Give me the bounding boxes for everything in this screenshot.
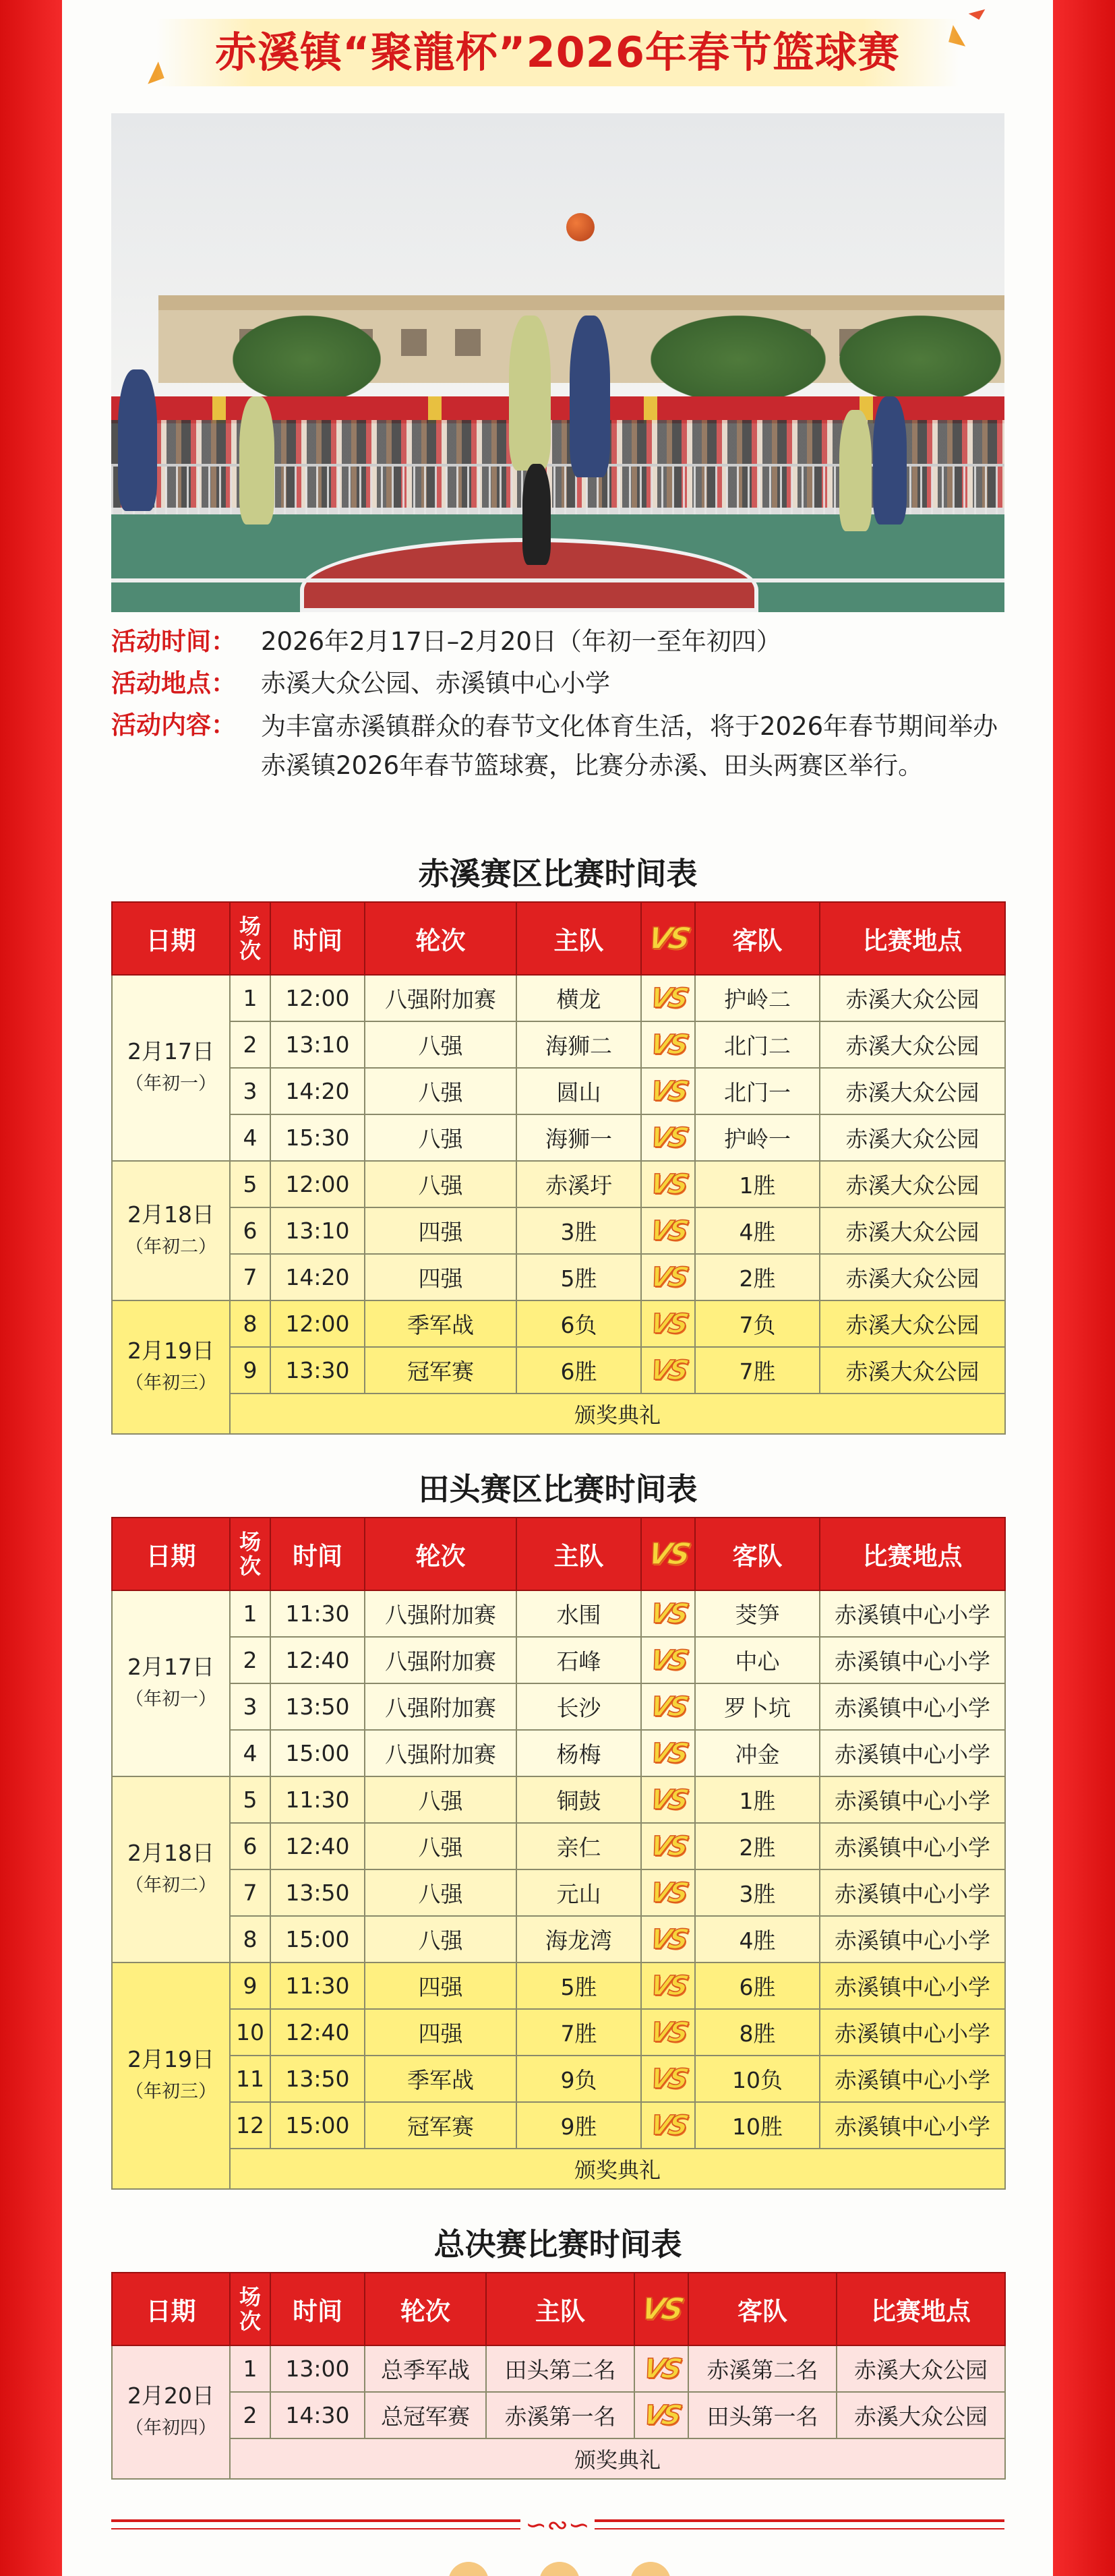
vs-icon: VS [647, 1029, 689, 1060]
header-venue: 比赛地点 [837, 2273, 1005, 2345]
table-row [112, 1300, 1005, 1347]
cell-home: 9胜 [516, 2102, 641, 2149]
cell-home: 5胜 [516, 1254, 641, 1300]
vs-cell [641, 1021, 695, 1068]
cell-venue: 赤溪大众公园 [820, 1254, 1005, 1300]
cell-home: 水围 [516, 1590, 641, 1637]
cell-away: 1胜 [695, 1161, 820, 1207]
cell-venue: 赤溪镇中心小学 [820, 1637, 1005, 1683]
cell-round: 八强 [365, 1823, 516, 1869]
cell-venue: 赤溪大众公园 [820, 1021, 1005, 1068]
header-game-no: 场次 [230, 2273, 270, 2345]
vs-cell [641, 1254, 695, 1300]
lunar-date-label: （年初二） [125, 1875, 216, 1896]
vs-icon: VS [647, 1075, 689, 1107]
vs-icon: VS [647, 1168, 689, 1200]
cell-venue: 赤溪大众公园 [820, 1161, 1005, 1207]
tiantou-schedule-title: 田头赛区比赛时间表 [418, 1471, 698, 1507]
header-date: 日期 [112, 1518, 230, 1590]
cell-no: 12 [230, 2102, 270, 2149]
cell-time: 14:20 [270, 1254, 365, 1300]
info-time: 活动时间： 2026年2月17日–2月20日（年初一至年初四） [111, 627, 781, 656]
cell-home: 元山 [516, 1869, 641, 1916]
basketball-jump-ball-photo [111, 113, 1004, 612]
cell-home: 石峰 [516, 1637, 641, 1683]
cell-away: 2胜 [695, 1254, 820, 1300]
triangle-decoration-icon [969, 3, 986, 20]
table-row [112, 1823, 1005, 1869]
header-venue: 比赛地点 [820, 1518, 1005, 1590]
table-header-row [112, 902, 1005, 975]
cell-venue: 赤溪镇中心小学 [820, 1963, 1005, 2009]
lunar-date-label: （年初三） [125, 1373, 216, 1394]
table-row [112, 1114, 1005, 1161]
cell-home: 海狮一 [516, 1114, 641, 1161]
cell-away: 4胜 [695, 1207, 820, 1254]
table-row [112, 1730, 1005, 1776]
cell-round: 八强附加赛 [365, 1590, 516, 1637]
cell-home: 赤溪圩 [516, 1161, 641, 1207]
vs-cell [641, 1300, 695, 1347]
cell-round: 四强 [365, 1254, 516, 1300]
vs-cell [641, 1869, 695, 1916]
vs-cell [634, 2345, 688, 2392]
cell-venue: 赤溪镇中心小学 [820, 1776, 1005, 1823]
award-ceremony-cell: 颁奖典礼 [230, 1394, 1005, 1434]
cell-round: 八强 [365, 1068, 516, 1114]
date-label: 2月17日 [127, 1038, 214, 1065]
cell-away: 北门二 [695, 1021, 820, 1068]
cell-no: 10 [230, 2009, 270, 2056]
cell-venue: 赤溪大众公园 [820, 975, 1005, 1021]
cell-venue: 赤溪大众公园 [837, 2345, 1005, 2392]
cell-time: 12:40 [270, 1637, 365, 1683]
cell-time: 14:30 [270, 2392, 365, 2438]
header-home: 主队 [486, 2273, 634, 2345]
date-label: 2月18日 [127, 1201, 214, 1228]
vs-icon: VS [640, 2353, 682, 2385]
header-vs [641, 1518, 695, 1590]
award-row [112, 1394, 1005, 1434]
cell-no: 4 [230, 1114, 270, 1161]
cell-away: 1胜 [695, 1776, 820, 1823]
vs-icon: VS [647, 1923, 689, 1955]
cell-home: 横龙 [516, 975, 641, 1021]
vs-cell [641, 1637, 695, 1683]
cell-venue: 赤溪大众公园 [820, 1114, 1005, 1161]
table-header-row [112, 2273, 1005, 2345]
cell-home: 亲仁 [516, 1823, 641, 1869]
vs-icon: VS [647, 1598, 689, 1629]
cell-time: 12:40 [270, 2009, 365, 2056]
vs-cell [641, 2102, 695, 2149]
date-cell [112, 1776, 230, 1963]
scroll-ornament-icon: ∽∾∽ [520, 2511, 595, 2538]
vs-icon: VS [647, 1691, 689, 1723]
cell-away: 3胜 [695, 1869, 820, 1916]
cell-venue: 赤溪大众公园 [820, 1068, 1005, 1114]
table-row [112, 1683, 1005, 1730]
cell-round: 四强 [365, 1207, 516, 1254]
header-away: 客队 [688, 2273, 837, 2345]
cell-time: 15:00 [270, 1916, 365, 1963]
table-row [112, 2345, 1005, 2392]
cell-round: 八强 [365, 1916, 516, 1963]
cell-no: 5 [230, 1161, 270, 1207]
table-row [112, 2056, 1005, 2102]
cell-no: 8 [230, 1916, 270, 1963]
cell-time: 13:00 [270, 2345, 365, 2392]
cell-round: 四强 [365, 1963, 516, 2009]
cell-away: 4胜 [695, 1916, 820, 1963]
cell-round: 总季军战 [365, 2345, 486, 2392]
cell-round: 八强附加赛 [365, 1637, 516, 1683]
left-red-border [0, 0, 62, 2576]
page-title: 赤溪镇“聚龍杯”2026年春节篮球赛 [156, 19, 959, 86]
cell-away: 2胜 [695, 1823, 820, 1869]
chixi-schedule-table [111, 901, 1006, 1435]
cell-no: 8 [230, 1300, 270, 1347]
date-label: 2月19日 [127, 2046, 214, 2072]
lunar-date-label: （年初四） [125, 2418, 216, 2438]
table-row [112, 1347, 1005, 1394]
cell-no: 7 [230, 1869, 270, 1916]
vs-cell [641, 2009, 695, 2056]
right-red-border [1053, 0, 1115, 2576]
cell-no: 2 [230, 1637, 270, 1683]
date-label: 2月20日 [127, 2383, 214, 2409]
header-game-no: 场次 [230, 1518, 270, 1590]
vs-cell [641, 1347, 695, 1394]
cell-home: 6负 [516, 1300, 641, 1347]
lunar-date-label: （年初一） [125, 1073, 216, 1094]
header-time: 时间 [270, 902, 365, 975]
cell-away: 中心 [695, 1637, 820, 1683]
cell-no: 6 [230, 1207, 270, 1254]
cell-time: 13:10 [270, 1207, 365, 1254]
table-row [112, 1207, 1005, 1254]
vs-cell [641, 1207, 695, 1254]
cell-no: 9 [230, 1347, 270, 1394]
cell-away: 7胜 [695, 1347, 820, 1394]
cell-away: 10胜 [695, 2102, 820, 2149]
vs-cell [641, 1823, 695, 1869]
cell-away: 北门一 [695, 1068, 820, 1114]
cell-home: 海狮二 [516, 1021, 641, 1068]
cell-no: 11 [230, 2056, 270, 2102]
table-row [112, 2102, 1005, 2149]
header-home: 主队 [516, 902, 641, 975]
cell-home: 9负 [516, 2056, 641, 2102]
cell-round: 冠军赛 [365, 1347, 516, 1394]
cell-round: 总冠军赛 [365, 2392, 486, 2438]
banner [0, 0, 1115, 101]
vs-icon: VS [647, 1215, 689, 1247]
cell-time: 12:00 [270, 1300, 365, 1347]
cell-home: 杨梅 [516, 1730, 641, 1776]
cell-venue: 赤溪镇中心小学 [820, 1730, 1005, 1776]
header-round: 轮次 [365, 1518, 516, 1590]
vs-icon: VS [647, 1308, 689, 1340]
cell-home: 赤溪第一名 [486, 2392, 634, 2438]
date-cell [112, 1161, 230, 1300]
cell-time: 15:00 [270, 1730, 365, 1776]
cell-no: 4 [230, 1730, 270, 1776]
vs-cell [641, 1068, 695, 1114]
vs-cell [641, 1916, 695, 1963]
tiantou-schedule-table [111, 1517, 1006, 2190]
cell-away: 赤溪第二名 [688, 2345, 837, 2392]
cell-home: 圆山 [516, 1068, 641, 1114]
vs-icon: VS [647, 1784, 689, 1816]
cell-time: 15:00 [270, 2102, 365, 2149]
header-home: 主队 [516, 1518, 641, 1590]
cell-no: 1 [230, 1590, 270, 1637]
header-time: 时间 [270, 1518, 365, 1590]
cell-no: 5 [230, 1776, 270, 1823]
header-time: 时间 [270, 2273, 365, 2345]
table-row [112, 1869, 1005, 1916]
table-row [112, 1590, 1005, 1637]
header-vs [634, 2273, 688, 2345]
vs-icon: VS [647, 1877, 689, 1909]
date-cell [112, 1300, 230, 1434]
lunar-date-label: （年初二） [125, 1236, 216, 1257]
final-schedule-table [111, 2272, 1006, 2480]
cell-round: 四强 [365, 2009, 516, 2056]
cell-round: 八强 [365, 1021, 516, 1068]
cell-time: 15:30 [270, 1114, 365, 1161]
vs-icon: VS [647, 1354, 689, 1386]
vs-icon: VS [647, 1830, 689, 1862]
cell-time: 13:30 [270, 1347, 365, 1394]
vs-icon: VS [644, 921, 692, 956]
cell-venue: 赤溪镇中心小学 [820, 1823, 1005, 1869]
cell-venue: 赤溪镇中心小学 [820, 1590, 1005, 1637]
info-content: 活动内容： 为丰富赤溪镇群众的春节文化体育生活，将于2026年春节期间举办赤溪镇2026年春节篮球赛，比赛分赤溪、田头两赛区举行。 [111, 711, 998, 780]
cell-away: 罗卜坑 [695, 1683, 820, 1730]
chixi-schedule-title: 赤溪赛区比赛时间表 [418, 856, 698, 892]
cell-time: 12:00 [270, 975, 365, 1021]
vs-cell [641, 1590, 695, 1637]
cell-time: 12:00 [270, 1161, 365, 1207]
event-info [111, 624, 1004, 799]
table-row [112, 2009, 1005, 2056]
cell-home: 田头第二名 [486, 2345, 634, 2392]
award-ceremony-cell: 颁奖典礼 [230, 2149, 1005, 2189]
vs-cell [641, 1114, 695, 1161]
cell-venue: 赤溪镇中心小学 [820, 2102, 1005, 2149]
date-label: 2月18日 [127, 1840, 214, 1866]
cell-round: 八强 [365, 1869, 516, 1916]
vs-cell [641, 1683, 695, 1730]
vs-icon: VS [647, 2063, 689, 2095]
cell-venue: 赤溪镇中心小学 [820, 1916, 1005, 1963]
lunar-date-label: （年初三） [125, 2081, 216, 2102]
date-cell [112, 2345, 230, 2479]
vs-icon: VS [647, 982, 689, 1014]
cell-time: 13:10 [270, 1021, 365, 1068]
table-row [112, 1021, 1005, 1068]
cell-round: 八强 [365, 1776, 516, 1823]
cell-home: 7胜 [516, 2009, 641, 2056]
vs-icon: VS [647, 2109, 689, 2141]
cell-home: 海龙湾 [516, 1916, 641, 1963]
cell-venue: 赤溪大众公园 [820, 1207, 1005, 1254]
table-row [112, 1068, 1005, 1114]
cell-away: 田头第一名 [688, 2392, 837, 2438]
header-date: 日期 [112, 2273, 230, 2345]
vs-icon: VS [644, 1536, 692, 1571]
cell-away: 冲金 [695, 1730, 820, 1776]
cell-time: 13:50 [270, 1869, 365, 1916]
vs-icon: VS [647, 2016, 689, 2048]
vs-icon: VS [647, 1122, 689, 1154]
cell-round: 八强 [365, 1161, 516, 1207]
cell-round: 八强附加赛 [365, 1730, 516, 1776]
cell-venue: 赤溪大众公园 [837, 2392, 1005, 2438]
cell-time: 13:50 [270, 1683, 365, 1730]
header-vs [641, 902, 695, 975]
cell-time: 12:40 [270, 1823, 365, 1869]
cell-time: 11:30 [270, 1776, 365, 1823]
cell-time: 14:20 [270, 1068, 365, 1114]
cell-no: 1 [230, 2345, 270, 2392]
table-row [112, 1916, 1005, 1963]
cell-home: 长沙 [516, 1683, 641, 1730]
cell-time: 11:30 [270, 1963, 365, 2009]
vs-icon: VS [638, 2292, 685, 2327]
vs-icon: VS [647, 1644, 689, 1676]
cell-no: 2 [230, 2392, 270, 2438]
vs-cell [641, 1776, 695, 1823]
cell-away: 8胜 [695, 2009, 820, 2056]
table-row [112, 1254, 1005, 1300]
table-row [112, 1161, 1005, 1207]
cell-no: 1 [230, 975, 270, 1021]
header-game-no: 场次 [230, 902, 270, 975]
vs-icon: VS [647, 1970, 689, 2002]
table-row [112, 1963, 1005, 2009]
final-schedule-title: 总决赛比赛时间表 [433, 2226, 682, 2263]
cell-venue: 赤溪镇中心小学 [820, 2056, 1005, 2102]
cell-away: 护岭二 [695, 975, 820, 1021]
cell-venue: 赤溪镇中心小学 [820, 2009, 1005, 2056]
award-row [112, 2438, 1005, 2479]
header-date: 日期 [112, 902, 230, 975]
cell-venue: 赤溪镇中心小学 [820, 1683, 1005, 1730]
date-cell [112, 975, 230, 1161]
table-row [112, 1637, 1005, 1683]
cell-no: 6 [230, 1823, 270, 1869]
basketball-icon [566, 213, 595, 241]
cell-round: 冠军赛 [365, 2102, 516, 2149]
award-ceremony-cell: 颁奖典礼 [230, 2438, 1005, 2479]
cell-home: 铜鼓 [516, 1776, 641, 1823]
cell-time: 11:30 [270, 1590, 365, 1637]
vs-cell [641, 975, 695, 1021]
vs-icon: VS [647, 1261, 689, 1293]
cell-no: 9 [230, 1963, 270, 2009]
vs-cell [641, 1161, 695, 1207]
date-cell [112, 1590, 230, 1776]
table-row [112, 975, 1005, 1021]
vs-icon: VS [647, 1737, 689, 1769]
table-row [112, 1776, 1005, 1823]
vs-cell [641, 1963, 695, 2009]
header-round: 轮次 [365, 902, 516, 975]
header-round: 轮次 [365, 2273, 486, 2345]
cell-venue: 赤溪大众公园 [820, 1300, 1005, 1347]
date-label: 2月17日 [127, 1654, 214, 1680]
date-label: 2月19日 [127, 1338, 214, 1364]
cell-no: 2 [230, 1021, 270, 1068]
vs-cell [641, 2056, 695, 2102]
cell-away: 茭笋 [695, 1590, 820, 1637]
cell-venue: 赤溪镇中心小学 [820, 1869, 1005, 1916]
cell-away: 6胜 [695, 1963, 820, 2009]
cell-home: 6胜 [516, 1347, 641, 1394]
cell-round: 八强附加赛 [365, 1683, 516, 1730]
cell-round: 季军战 [365, 2056, 516, 2102]
cell-no: 3 [230, 1068, 270, 1114]
table-row [112, 2392, 1005, 2438]
cell-venue: 赤溪大众公园 [820, 1347, 1005, 1394]
cell-no: 7 [230, 1254, 270, 1300]
vs-icon: VS [640, 2399, 682, 2431]
header-venue: 比赛地点 [820, 902, 1005, 975]
date-cell [112, 1963, 230, 2189]
vs-cell [634, 2392, 688, 2438]
header-away: 客队 [695, 902, 820, 975]
vs-cell [641, 1730, 695, 1776]
cell-round: 八强附加赛 [365, 975, 516, 1021]
award-row [112, 2149, 1005, 2189]
cell-away: 10负 [695, 2056, 820, 2102]
cell-home: 5胜 [516, 1963, 641, 2009]
header-away: 客队 [695, 1518, 820, 1590]
cell-round: 季军战 [365, 1300, 516, 1347]
cell-no: 3 [230, 1683, 270, 1730]
cell-round: 八强 [365, 1114, 516, 1161]
cell-away: 护岭一 [695, 1114, 820, 1161]
cell-time: 13:50 [270, 2056, 365, 2102]
cell-away: 7负 [695, 1300, 820, 1347]
info-venue: 活动地点： 赤溪大众公园、赤溪镇中心小学 [111, 669, 610, 698]
table-header-row [112, 1518, 1005, 1590]
cell-home: 3胜 [516, 1207, 641, 1254]
lunar-date-label: （年初一） [125, 1689, 216, 1710]
